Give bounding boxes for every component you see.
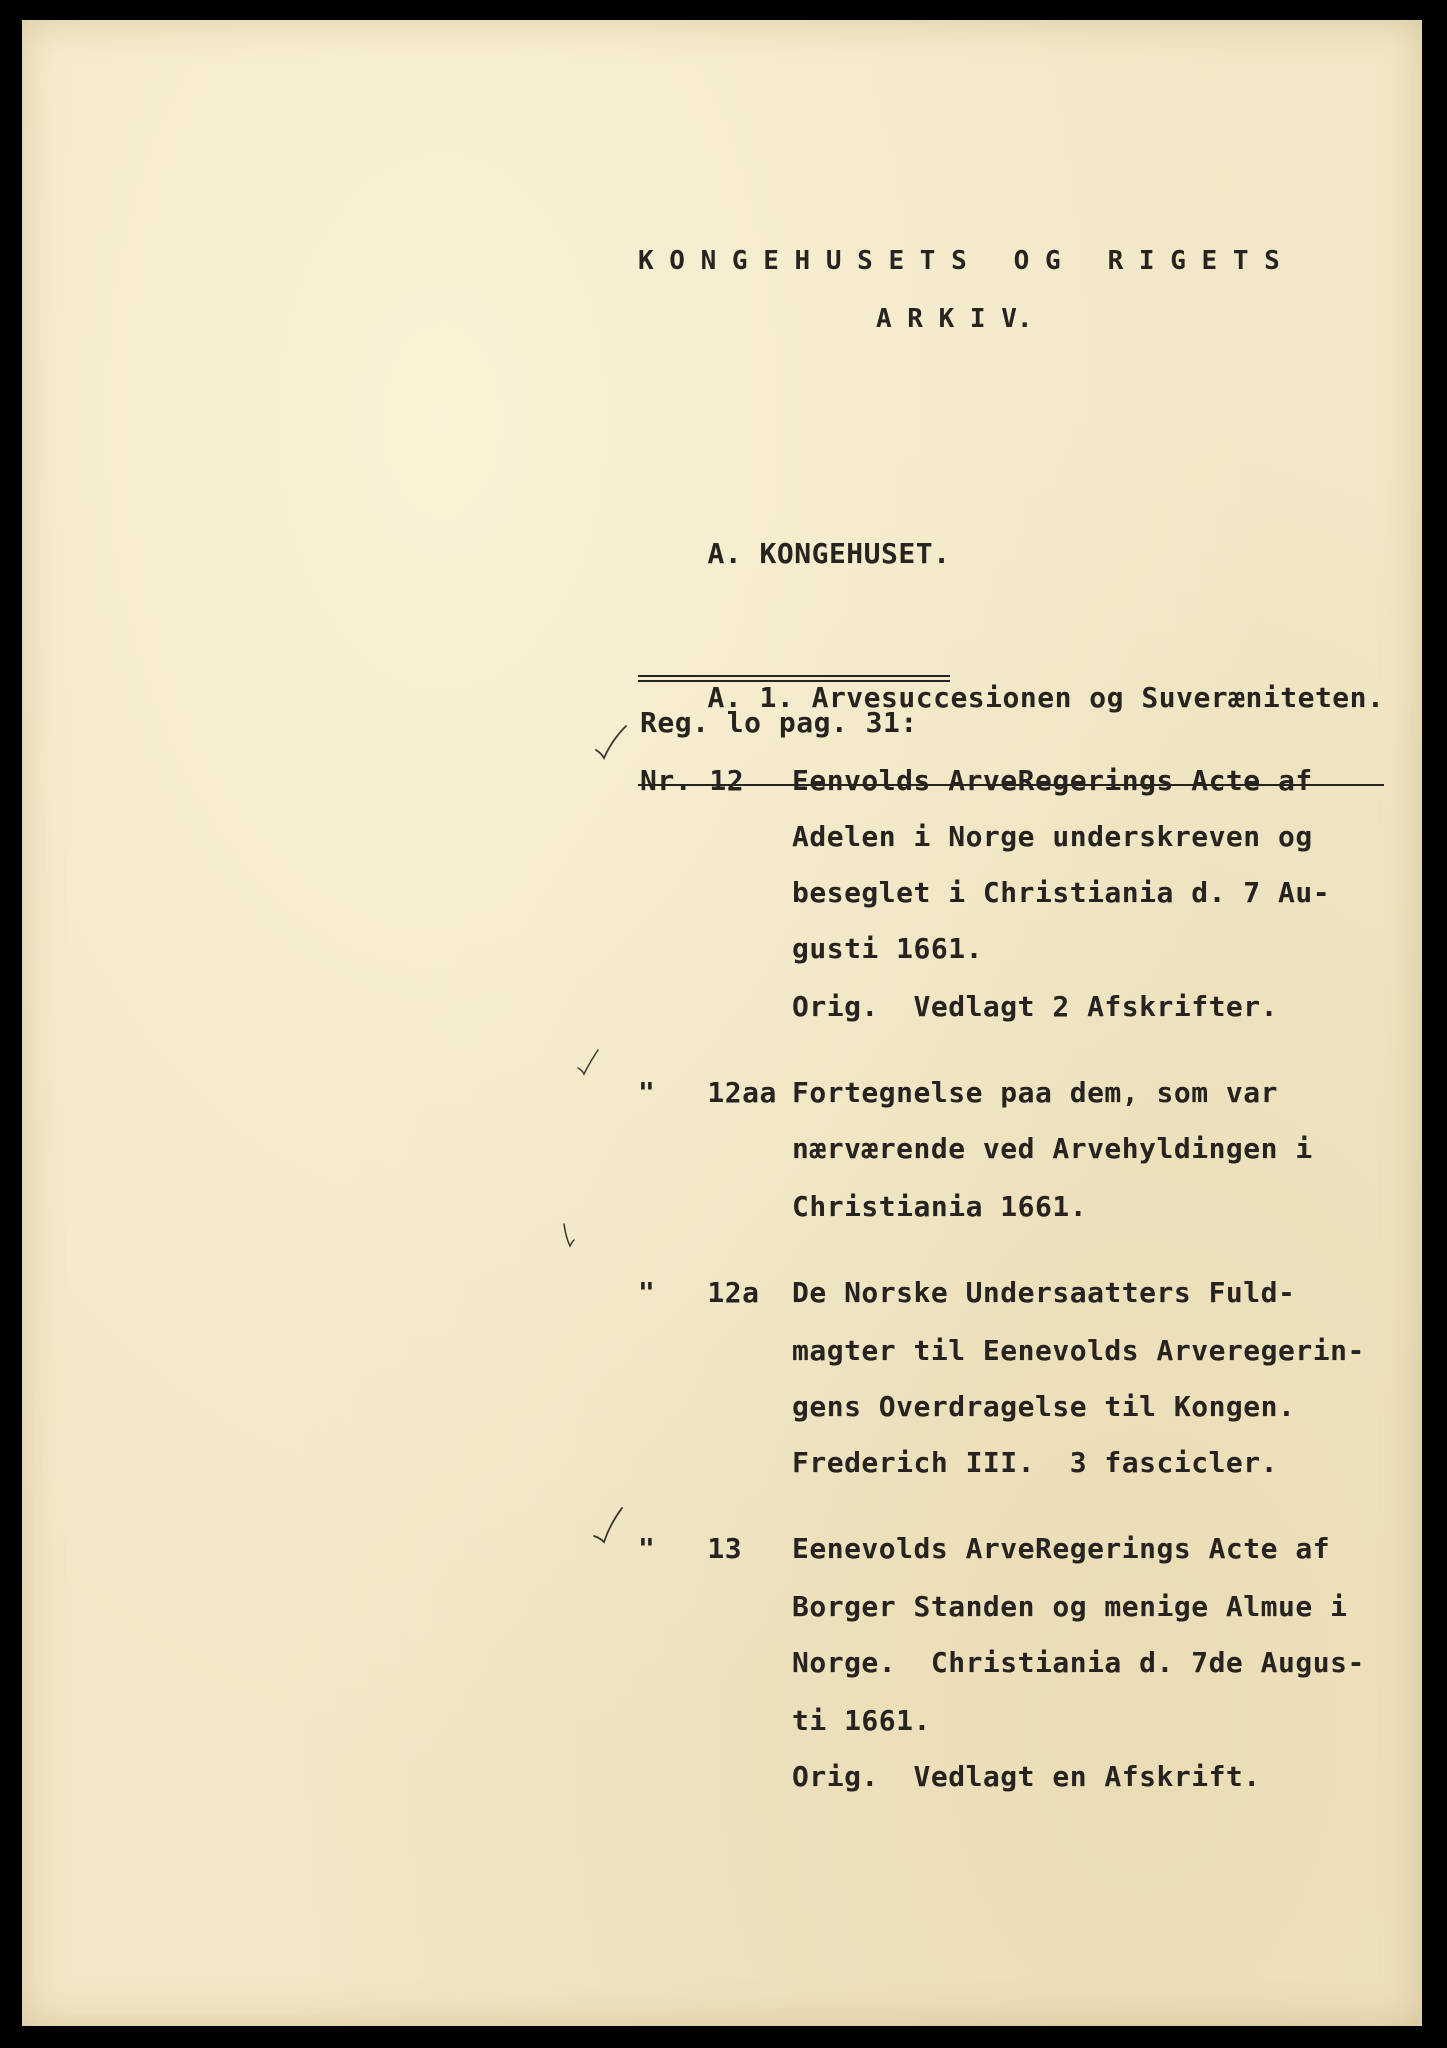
entry-number: " 12aa — [638, 1076, 777, 1109]
handwritten-check-icon — [572, 1040, 612, 1080]
title-line-2: A R K I V. — [876, 304, 1033, 334]
entry-line: gusti 1661. — [792, 932, 983, 965]
handwritten-check-icon — [556, 1216, 596, 1256]
register-reference: Reg. lo pag. 31: — [640, 706, 918, 739]
entry-line: Orig. Vedlagt en Afskrift. — [792, 1760, 1261, 1793]
entry-number: " 12a — [638, 1276, 760, 1309]
handwritten-check-icon — [592, 1504, 632, 1544]
entry-line: ti 1661. — [792, 1704, 931, 1737]
section-heading-text: A. KONGEHUSET. — [707, 537, 951, 570]
entry-line: Borger Standen og menige Almue i — [792, 1590, 1348, 1623]
entry-line: Christiania 1661. — [792, 1190, 1088, 1223]
entry-number: Nr. 12 — [640, 764, 745, 797]
handwritten-check-icon — [592, 722, 632, 762]
entry-line: Eenvolds ArveRegerings Acte af — [792, 764, 1313, 797]
entry-line: Frederich III. 3 fascicler. — [792, 1446, 1279, 1479]
entry-line: De Norske Undersaatters Fuld- — [792, 1276, 1296, 1309]
section-heading — [638, 504, 950, 669]
entry-line: Eenevolds ArveRegerings Acte af — [792, 1532, 1331, 1565]
document-page — [22, 20, 1422, 2026]
entry-line: Orig. Vedlagt 2 Afskrifter. — [792, 990, 1279, 1023]
entry-line: beseglet i Christiania d. 7 Au- — [792, 876, 1331, 909]
entry-line: magter til Eenevolds Arveregerin- — [792, 1334, 1365, 1367]
entry-number: " 13 — [638, 1532, 743, 1565]
subsection-heading-text: A. 1. Arvesuccesionen og Suveræniteten. — [707, 681, 1385, 714]
entry-line: Adelen i Norge underskreven og — [792, 820, 1313, 853]
title-line-1: K O N G E H U S E T S O G R I G E T S — [638, 246, 1280, 276]
entry-line: Fortegnelse paa dem, som var — [792, 1076, 1279, 1109]
entry-line: gens Overdragelse til Kongen. — [792, 1390, 1296, 1423]
entry-line: nærværende ved Arvehyldingen i — [792, 1132, 1313, 1165]
entry-line: Norge. Christiania d. 7de Augus- — [792, 1646, 1365, 1679]
